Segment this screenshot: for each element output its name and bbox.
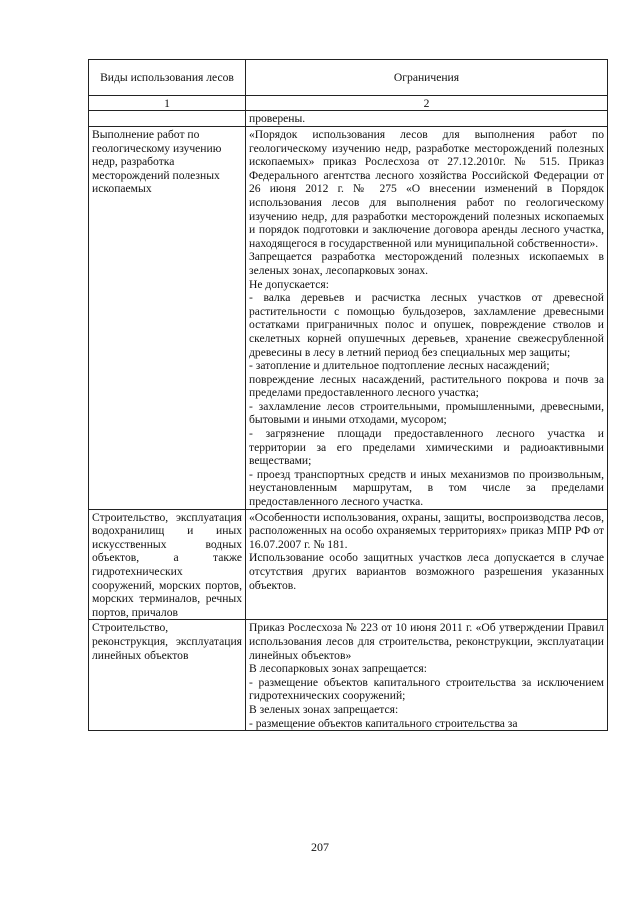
row-0-restrictions — [246, 111, 608, 127]
paragraph: Использование особо защитных участков леса допускается в случае отсутствия других вариантов возможного разрешения указанных объектов. — [249, 551, 604, 592]
list-item: повреждение лесных насаждений, растительного покрова и почв за пределами предоставленного лесного участка; — [249, 372, 604, 400]
row-3-restrictions — [246, 620, 608, 731]
row-1-restrictions — [246, 127, 608, 510]
page-number: 207 — [311, 840, 329, 854]
list-item: - размещение объектов капитального строительства за исключением гидротехнических сооружений; — [249, 675, 604, 703]
list-item: - захламление лесов строительными, промышленными, древесными, бытовыми и иными отходами, мусором; — [249, 399, 604, 427]
paragraph: «Порядок использования лесов для выполнения работ по геологическому изучению недр, разработке месторождений полезных ископаемых» приказ Рослесхоза от 27.12.2010г. № 515. Приказ Федерального агентства лесного хозяйства Российской Федерации от 26 июня 2012 г. № 275 «О внесении изменений в Порядок использования лесов для выполнения работ по геологическому изучению недр, для разработки месторождений полезных ископаемых и порядок подготовки и заключение договора аренды лесного участка, находящегося в государственной или муниципальной собственности». — [249, 128, 604, 250]
row-2-use: Строительство, эксплуатация водохранилищ и иных искусственных водных объектов, а также гидротехнических сооружений, морских портов, морских терминалов, речных портов, причалов — [89, 509, 246, 620]
row-1-use: Выполнение работ по геологическому изучению недр, разработка месторождений полезных ископаемых — [89, 127, 246, 510]
table-row — [89, 127, 608, 510]
paragraph: «Особенности использования, охраны, защиты, воспроизводства лесов, расположенных на особо охраняемых территориях» приказ МПР РФ от 16.07.2007 г. № 181. — [249, 510, 604, 551]
list-item: - затопление и длительное подтопление лесных насаждений; — [249, 359, 550, 373]
paragraph: В лесопарковых зонах запрещается: — [249, 662, 427, 676]
paragraph: В зеленых зонах запрещается: — [249, 702, 399, 716]
table-row — [89, 509, 608, 620]
row-3-use: Строительство, реконструкция, эксплуатация линейных объектов — [89, 620, 246, 731]
paragraph: Запрещается разработка месторождений полезных ископаемых в зеленых зонах, лесопарковых зонах. — [249, 250, 604, 277]
paragraph: проверены. — [249, 112, 306, 125]
row-0-use — [89, 111, 246, 127]
row-2-restrictions — [246, 509, 608, 620]
header-restrictions: Ограничения — [246, 60, 608, 96]
header-forest-use: Виды использования лесов — [89, 60, 246, 96]
list-item: - размещение объектов капитального строительства за — [249, 716, 518, 730]
paragraph: Приказ Рослесхоза № 223 от 10 июня 2011 г. «Об утверждении Правил использования лесов для строительства, реконструкции, эксплуатации линейных объектов» — [249, 621, 604, 662]
paragraph: Не допускается: — [249, 277, 329, 291]
column-number-2: 2 — [246, 96, 608, 111]
restrictions-table — [88, 59, 608, 731]
list-item: - проезд транспортных средств и иных механизмов по произвольным, неустановленным маршрутам, в том числе за пределами предоставленного лесного участка. — [249, 467, 604, 509]
table-row — [89, 111, 608, 127]
column-number-1: 1 — [89, 96, 246, 111]
list-item: - загрязнение площади предоставленного лесного участка и территории за его пределами химическими и радиоактивными веществами; — [249, 427, 604, 468]
table-header-row — [89, 60, 608, 96]
column-number-row — [89, 96, 608, 111]
table-row — [89, 620, 608, 731]
list-item: - валка деревьев и расчистка лесных участков от древесной растительности с помощью бульдозеров, захламление древесными остатками приграничных полос и опушек, повреждение стволов и скелетных корней опушечных деревьев, хранение свежесрубленной древесины в лесу в летний период без специальных мер защиты; — [249, 291, 604, 359]
